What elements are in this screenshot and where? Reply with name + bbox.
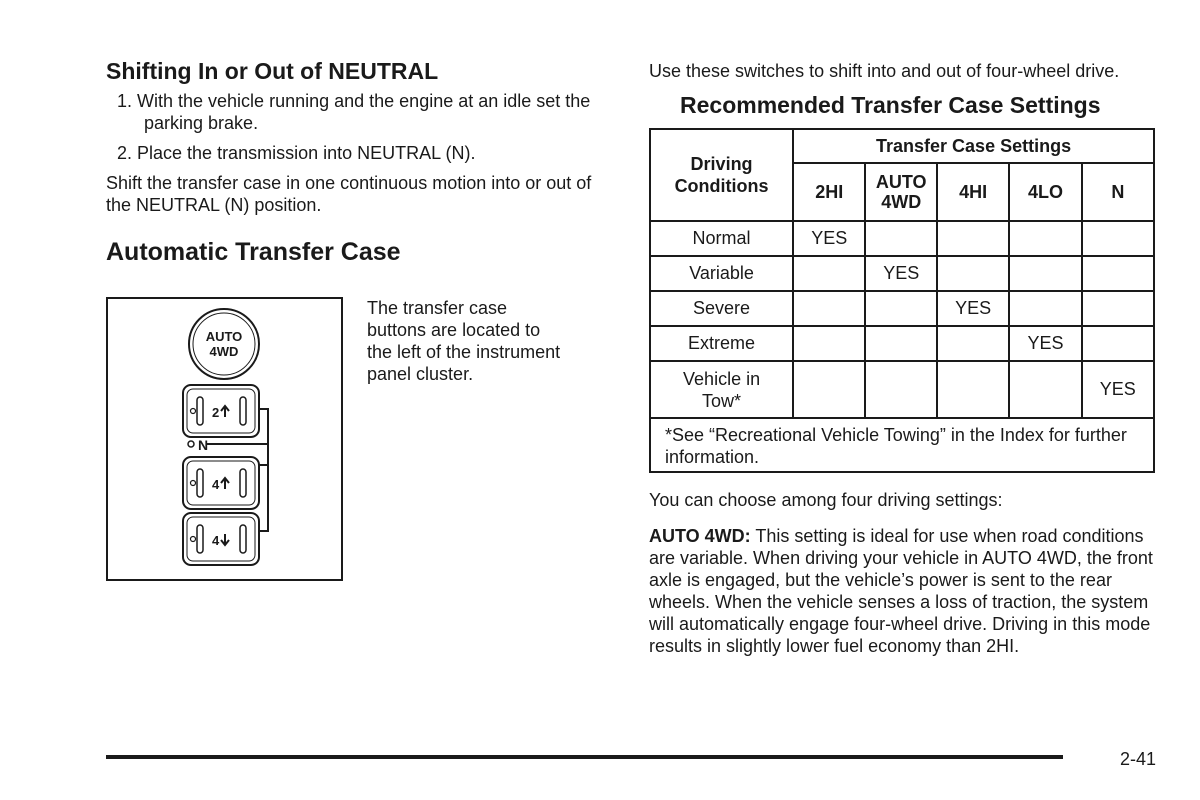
neutral-paragraph: Shift the transfer case in one continuous motion into or out of the NEUTRAL (N) position. xyxy=(106,173,592,216)
table-cell xyxy=(937,256,1009,291)
table-title: Recommended Transfer Case Settings xyxy=(680,92,1101,118)
table-cell xyxy=(1009,256,1081,291)
table-cell xyxy=(1082,221,1154,256)
table-row xyxy=(650,221,1154,256)
table-cell xyxy=(793,361,865,418)
row-condition: Severe xyxy=(650,291,793,326)
column-header-2hi: 2HI xyxy=(793,163,865,221)
right-column xyxy=(649,60,1155,671)
table-cell xyxy=(865,361,937,418)
auto-4wd-text: This setting is ideal for use when road conditions are variable. When driving your vehicle in AUTO 4WD, the front axle is engaged, but the vehicle’s power is sent to the rear wheels. When the vehicle senses a loss of traction, the system will automatically engage four-wheel drive. Driving in this mode results in slightly lower fuel economy than 2HI. xyxy=(649,526,1153,657)
table-cell xyxy=(865,326,937,361)
table-cell xyxy=(937,326,1009,361)
auto-transfer-heading: Automatic Transfer Case xyxy=(106,238,401,267)
table-cell xyxy=(937,361,1009,418)
table-cell xyxy=(1082,326,1154,361)
row-condition: Normal xyxy=(650,221,793,256)
neutral-heading: Shifting In or Out of NEUTRAL xyxy=(106,58,439,84)
table-cell xyxy=(793,256,865,291)
2hi-button-label: 2 xyxy=(212,405,220,421)
neutral-steps xyxy=(106,90,606,164)
table-row xyxy=(650,291,1154,326)
driving-settings-section xyxy=(649,489,1155,657)
table-cell xyxy=(793,291,865,326)
auto-button-label-1: AUTO xyxy=(205,329,243,345)
step-item: 2. Place the transmission into NEUTRAL (N). xyxy=(117,143,476,164)
table-cell: YES xyxy=(865,256,937,291)
2hi-button[interactable] xyxy=(183,385,259,437)
4hi-button[interactable] xyxy=(183,457,259,509)
column-header-4hi: 4HI xyxy=(937,163,1009,221)
choose-paragraph: You can choose among four driving settings: xyxy=(649,490,1003,511)
table-cell xyxy=(865,291,937,326)
table-cell: YES xyxy=(793,221,865,256)
table-cell xyxy=(865,221,937,256)
4hi-button-label: 4 xyxy=(212,477,220,493)
transfer-switch-diagram xyxy=(108,299,341,579)
table-cell xyxy=(1082,256,1154,291)
4lo-button[interactable] xyxy=(183,513,259,565)
page-number: 2-41 xyxy=(1119,749,1156,769)
column-header-auto-4wd: AUTO 4WD xyxy=(865,163,937,221)
auto-4wd-button[interactable] xyxy=(189,309,259,379)
table-cell: YES xyxy=(1082,361,1154,418)
settings-header: Transfer Case Settings xyxy=(793,129,1154,163)
table-footnote: *See “Recreational Vehicle Towing” in the Index for further information. xyxy=(650,418,1154,472)
4lo-button-label: 4 xyxy=(212,533,220,549)
auto-4wd-paragraph xyxy=(649,525,1155,657)
table-cell xyxy=(937,221,1009,256)
figure-caption: The transfer case buttons are located to the left of the instrument panel cluster. xyxy=(367,298,561,385)
footer-rule xyxy=(106,755,1063,759)
table-cell xyxy=(793,326,865,361)
auto-button-label-2: 4WD xyxy=(209,344,239,360)
switch-illustration xyxy=(106,297,343,581)
table-cell xyxy=(1009,361,1081,418)
column-header-4lo: 4LO xyxy=(1009,163,1081,221)
table-cell xyxy=(1009,221,1081,256)
left-column xyxy=(106,58,606,587)
row-condition: Variable xyxy=(650,256,793,291)
table-row xyxy=(650,326,1154,361)
table-cell xyxy=(1009,291,1081,326)
table-cell: YES xyxy=(937,291,1009,326)
driving-conditions-header: Driving Conditions xyxy=(650,129,793,221)
table-footnote-row xyxy=(650,418,1154,472)
transfer-case-figure xyxy=(106,297,606,587)
step-item: 1. With the vehicle running and the engine at an idle set the parking brake. xyxy=(117,91,591,134)
auto-4wd-label: AUTO 4WD: xyxy=(649,526,751,547)
intro-paragraph: Use these switches to shift into and out of four-wheel drive. xyxy=(649,61,1120,81)
row-condition: Vehicle in Tow* xyxy=(650,361,793,418)
column-header-n: N xyxy=(1082,163,1154,221)
table-cell: YES xyxy=(1009,326,1081,361)
table-cell xyxy=(1082,291,1154,326)
neutral-label: N xyxy=(198,437,209,454)
neutral-lamp-icon xyxy=(188,441,194,447)
table-row xyxy=(650,361,1154,418)
transfer-case-table xyxy=(649,128,1155,473)
table-row xyxy=(650,256,1154,291)
row-condition: Extreme xyxy=(650,326,793,361)
